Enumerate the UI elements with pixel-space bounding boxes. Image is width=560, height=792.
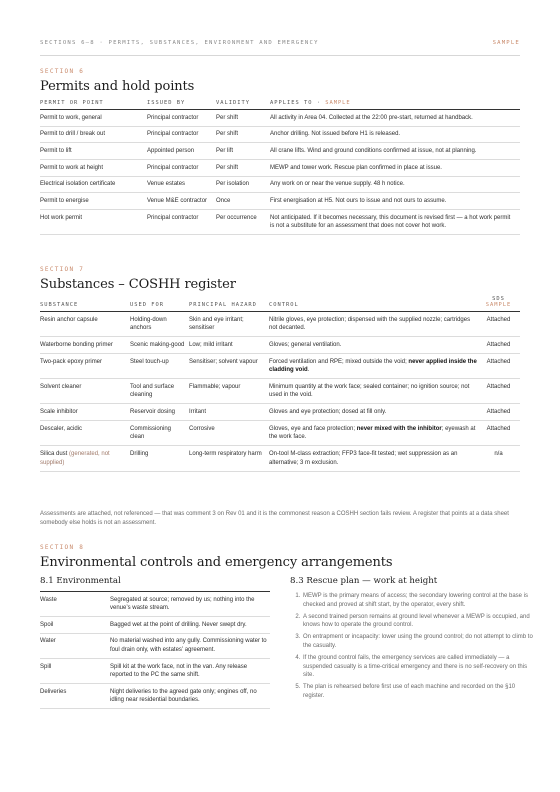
principal-hazard: Irritant <box>189 404 269 421</box>
table-row <box>40 404 520 421</box>
col-applies-to: APPLIES TO · SAMPLE <box>270 100 520 110</box>
table-row <box>40 379 520 404</box>
control-text-after: . <box>307 367 310 374</box>
list-item: 2. A second trained person remains at ground level whenever a MEWP is occupied, and knows how to operate the ground control. <box>302 613 534 631</box>
used-for: Tool and surface cleaning <box>130 379 189 404</box>
control-text-after: ; eyewash at the work face. <box>269 425 476 441</box>
table-row <box>40 633 270 658</box>
sds-status: Attached <box>481 312 520 337</box>
principal-hazard: Skin and eye irritant; sensitiser <box>189 312 269 337</box>
issued-by: Principal contractor <box>147 160 216 177</box>
env-control: Bagged wet at the point of drilling. Never swept dry. <box>110 617 270 634</box>
principal-hazard: Long-term respiratory harm <box>189 446 269 471</box>
control-text: Gloves and eye protection; dosed at fill only. <box>269 409 387 416</box>
section-8-label: SECTION 8 <box>40 544 85 551</box>
table-row <box>40 337 520 354</box>
rescue-plan-list <box>290 592 534 704</box>
substance <box>40 421 130 446</box>
table-row <box>40 110 520 127</box>
table-row <box>40 176 520 193</box>
issued-by: Principal contractor <box>147 210 216 235</box>
validity: Per occurrence <box>216 210 270 235</box>
substance-name: Solvent cleaner <box>40 383 82 390</box>
sds-status: Attached <box>481 404 520 421</box>
substance-name: Two-pack epoxy primer <box>40 358 103 365</box>
control <box>269 312 481 337</box>
coshh-table <box>40 296 520 472</box>
substance <box>40 446 130 471</box>
applies-to: Anchor drilling. Not issued before H1 is released. <box>270 126 520 143</box>
control-emphasis: never applied inside the cladding void <box>269 358 477 374</box>
col-issued-by: ISSUED BY <box>147 100 216 110</box>
control-emphasis: never mixed with the inhibitor <box>356 425 442 432</box>
issued-by: Principal contractor <box>147 126 216 143</box>
issued-by: Appointed person <box>147 143 216 160</box>
permit-name: Permit to lift <box>40 143 147 160</box>
substance <box>40 337 130 354</box>
used-for: Scenic making-good <box>130 337 189 354</box>
control-text: Nitrile gloves, eye protection; dispensed with the supplied nozzle; cartridges not decanted. <box>269 316 471 332</box>
permit-name: Permit to work at height <box>40 160 147 177</box>
env-control: Segregated at source; removed by us; nothing into the venue’s waste stream. <box>110 592 270 617</box>
env-topic: Spill <box>40 658 110 683</box>
section-6-label: SECTION 6 <box>40 68 85 75</box>
env-topic: Deliveries <box>40 684 110 709</box>
substance <box>40 379 130 404</box>
control-text: Gloves; general ventilation. <box>269 341 342 348</box>
issued-by: Venue estates <box>147 176 216 193</box>
sds-status: Attached <box>481 379 520 404</box>
permits-table <box>40 100 520 235</box>
list-item: 3. On entrapment or incapacity: lower using the ground control; do not attempt to climb to the casualty. <box>302 633 534 651</box>
control-text: Gloves, eye and face protection; <box>269 425 357 432</box>
applies-to: MEWP and tower work. Rescue plan confirmed in place at issue. <box>270 160 520 177</box>
substance-note: (generated, not supplied) <box>40 451 110 466</box>
table-row <box>40 126 520 143</box>
sds-status: Attached <box>481 421 520 446</box>
control <box>269 446 481 471</box>
used-for: Reservoir dosing <box>130 404 189 421</box>
section-8-title: Environmental controls and emergency arrangements <box>40 555 393 570</box>
table-row <box>40 353 520 378</box>
list-item: 4. If the ground control fails, the emergency services are called immediately — a suspended casualty is a time-critical emergency and there is no self-recovery on this site. <box>302 654 534 680</box>
permits-table-header <box>40 100 520 110</box>
sds-status: n/a <box>481 446 520 471</box>
principal-hazard: Low; mild irritant <box>189 337 269 354</box>
principal-hazard: Corrosive <box>189 421 269 446</box>
env-control: Night deliveries to the agreed gate only; engines off, no idling near residential boundaries. <box>110 684 270 709</box>
control-text: Minimum quantity at the work face; sealed container; no ignition source; not used in the void. <box>269 383 470 399</box>
env-control: No material washed into any gully. Commissioning water to foul drain only, with estates’ agreement. <box>110 633 270 658</box>
col-validity: VALIDITY <box>216 100 270 110</box>
rescue-plan-heading: 8.3 Rescue plan — work at height <box>290 576 438 586</box>
validity: Per shift <box>216 160 270 177</box>
table-row <box>40 617 270 634</box>
validity: Per shift <box>216 126 270 143</box>
col-substance: SUBSTANCE <box>40 296 130 312</box>
table-row <box>40 684 270 709</box>
col-permit: PERMIT OR POINT <box>40 100 147 110</box>
principal-hazard: Sensitiser; solvent vapour <box>189 353 269 378</box>
validity: Per lift <box>216 143 270 160</box>
env-topic: Waste <box>40 592 110 617</box>
used-for: Steel touch-up <box>130 353 189 378</box>
applies-to: Not anticipated. If it becomes necessary, this document is revised first — a hot work permit is not a substitute for an assessment that does not cover hot work. <box>270 210 520 235</box>
table-row <box>40 160 520 177</box>
permit-name: Electrical isolation certificate <box>40 176 147 193</box>
col-control: CONTROL <box>269 296 481 312</box>
header-divider <box>40 55 520 56</box>
list-item: 5. The plan is rehearsed before first use of each machine and recorded on the §10 register. <box>302 683 534 701</box>
substance <box>40 312 130 337</box>
table-row <box>40 658 270 683</box>
running-head-title: SECTIONS 6–8 · PERMITS, SUBSTANCES, ENVIRONMENT AND EMERGENCY <box>40 40 319 46</box>
table-row <box>40 312 520 337</box>
sample-tag: SAMPLE <box>485 302 512 308</box>
section-6-title: Permits and hold points <box>40 79 195 94</box>
env-topic: Water <box>40 633 110 658</box>
applies-to: All activity in Area 04. Collected at the 22:00 pre-start, returned at handback. <box>270 110 520 127</box>
sample-badge: SAMPLE <box>492 40 520 46</box>
issued-by: Venue M&E contractor <box>147 193 216 210</box>
col-hazard: PRINCIPAL HAZARD <box>189 296 269 312</box>
running-head <box>40 40 520 46</box>
principal-hazard: Flammable; vapour <box>189 379 269 404</box>
sample-tag: SAMPLE <box>325 100 351 106</box>
sds-status: Attached <box>481 353 520 378</box>
env-control: Spill kit at the work face, not in the van. Any release reported to the PC the same shift. <box>110 658 270 683</box>
table-row <box>40 592 270 617</box>
coshh-note: Assessments are attached, not referenced — that was comment 3 on Rev 01 and it is the commonest reason a COSHH section fails review. A register that points at a data sheet somebody else holds is not an assessment. <box>40 511 509 526</box>
validity: Once <box>216 193 270 210</box>
sds-status: Attached <box>481 337 520 354</box>
col-used-for: USED FOR <box>130 296 189 312</box>
table-row <box>40 193 520 210</box>
control <box>269 404 481 421</box>
used-for: Commissioning clean <box>130 421 189 446</box>
applies-to: All crane lifts. Wind and ground conditions confirmed at issue, not at planning. <box>270 143 520 160</box>
control <box>269 337 481 354</box>
permit-name: Permit to drill / break out <box>40 126 147 143</box>
issued-by: Principal contractor <box>147 110 216 127</box>
applies-to: Any work on or near the venue supply. 48 h notice. <box>270 176 520 193</box>
permit-name: Permit to work, general <box>40 110 147 127</box>
section-7-title: Substances – COSHH register <box>40 277 236 292</box>
section-7-label: SECTION 7 <box>40 266 85 273</box>
validity: Per shift <box>216 110 270 127</box>
col-sds: SDS SAMPLE <box>481 296 520 312</box>
substance-name: Resin anchor capsule <box>40 316 98 323</box>
validity: Per isolation <box>216 176 270 193</box>
substance-name: Descaler, acidic <box>40 425 83 432</box>
control <box>269 379 481 404</box>
control-text: On-tool M-class extraction; FFP3 face-fit tested; wet suppression as an alternative; 3 m exclusion. <box>269 451 458 466</box>
table-row <box>40 421 520 446</box>
permit-name: Hot work permit <box>40 210 147 235</box>
control-text: Forced ventilation and RPE; mixed outside the void; <box>269 358 409 365</box>
coshh-table-header <box>40 296 520 312</box>
substance-name: Silica dust <box>40 451 70 458</box>
table-row <box>40 143 520 160</box>
control <box>269 353 481 378</box>
applies-to: First energisation at H5. Not ours to issue and not ours to assume. <box>270 193 520 210</box>
substance <box>40 404 130 421</box>
permit-name: Permit to energise <box>40 193 147 210</box>
control <box>269 421 481 446</box>
env-topic: Spoil <box>40 617 110 634</box>
list-item: 1. MEWP is the primary means of access; the secondary lowering control at the base is checked and proved at shift start, by the operator, every shift. <box>302 592 534 610</box>
table-row <box>40 210 520 235</box>
substance-name: Waterborne bonding primer <box>40 341 113 348</box>
substance <box>40 353 130 378</box>
table-row <box>40 446 520 471</box>
used-for: Drilling <box>130 446 189 471</box>
substance-name: Scale inhibitor <box>40 409 78 416</box>
environmental-heading: 8.1 Environmental <box>40 576 121 586</box>
used-for: Holding-down anchors <box>130 312 189 337</box>
environmental-table <box>40 591 270 709</box>
